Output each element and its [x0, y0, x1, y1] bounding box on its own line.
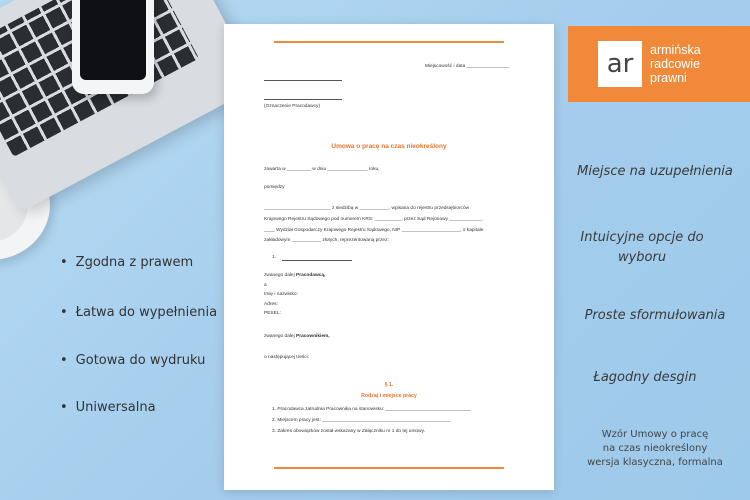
list-item: 2. Miejscem pracy jest: ________________________________________________ [272, 418, 451, 423]
section-title: Rodzaj i miejsce pracy [361, 393, 417, 399]
feature-left-3: • Gotowa do wydruku [60, 353, 205, 368]
feature-right-4: Łagodny desgin [593, 370, 697, 385]
pesel-line: PESEL: [264, 311, 281, 316]
doc-title: Umowa o pracę na czas nieokreślony [331, 143, 447, 150]
employer-line [264, 80, 342, 81]
name-line: Imię i nazwisko: [264, 292, 298, 297]
employer-p3: ____ Wydział Gospodarczy Krajowego Rejestru Sądowego, NIP ______________________, o kapitale [264, 228, 484, 233]
employer-called: zwanego dalej Pracodawcą, [264, 273, 326, 278]
contract-document [224, 24, 554, 490]
feature-left-1: • Zgodna z prawem [60, 255, 193, 270]
caption: Wzór Umowy o pracę na czas nieokreślony wersja klasyczna, formalna [587, 429, 723, 468]
and-line: a [264, 283, 267, 288]
logo-mark: ar [598, 41, 642, 87]
employer-p1: _________________________ z siedzibą w ___________, wpisana do rejestru przedsiębiorców [264, 206, 470, 211]
top-rule [274, 41, 504, 43]
employer-mark: (Oznaczenie Pracodawcy) [264, 104, 320, 109]
between-line: pomiędzy [264, 185, 285, 190]
concluded-line: zawarta w _________ w dniu _______________ roku, [264, 167, 380, 172]
section-number: § 1. [384, 382, 394, 388]
logo [568, 26, 750, 102]
feature-left-4: • Uniwersalna [60, 400, 156, 415]
rep-line [282, 260, 352, 261]
following-line: o następującej treści: [264, 355, 310, 360]
list-item: 1. Pracodawca zatrudnia Pracownika na stanowisku: ________________________________ [272, 407, 471, 412]
employee-called: zwanego dalej Pracownikiem, [264, 334, 330, 339]
address-line: Adres: [264, 302, 278, 307]
logo-text: armińska radcowie prawni [650, 43, 701, 85]
bottom-rule [274, 467, 504, 469]
employer-line-2 [264, 99, 342, 100]
employer-p4: zakładowym ___________ złotych, reprezentowaną przez: [264, 238, 389, 243]
feature-right-1: Miejsce na uzupełnienia [577, 164, 733, 179]
feature-right-2: Intuicyjne opcje do wyboru [580, 230, 704, 265]
feature-right-3: Proste sformułowania [584, 308, 726, 323]
place-date: Miejscowość i data ________________ [425, 64, 510, 69]
phone-image [72, 0, 154, 94]
list-item: 3. Zakres obowiązków został wskazany w Załączniku nr 1 do tej umowy. [272, 429, 425, 434]
feature-left-2: • Łatwa do wypełnienia [60, 305, 217, 320]
rep-item: 1. [272, 255, 277, 260]
employer-p2: Krajowego Rejestru Sądowego pod numerem KRS: __________, przez Sąd Rejonowy ____________, [264, 217, 483, 222]
